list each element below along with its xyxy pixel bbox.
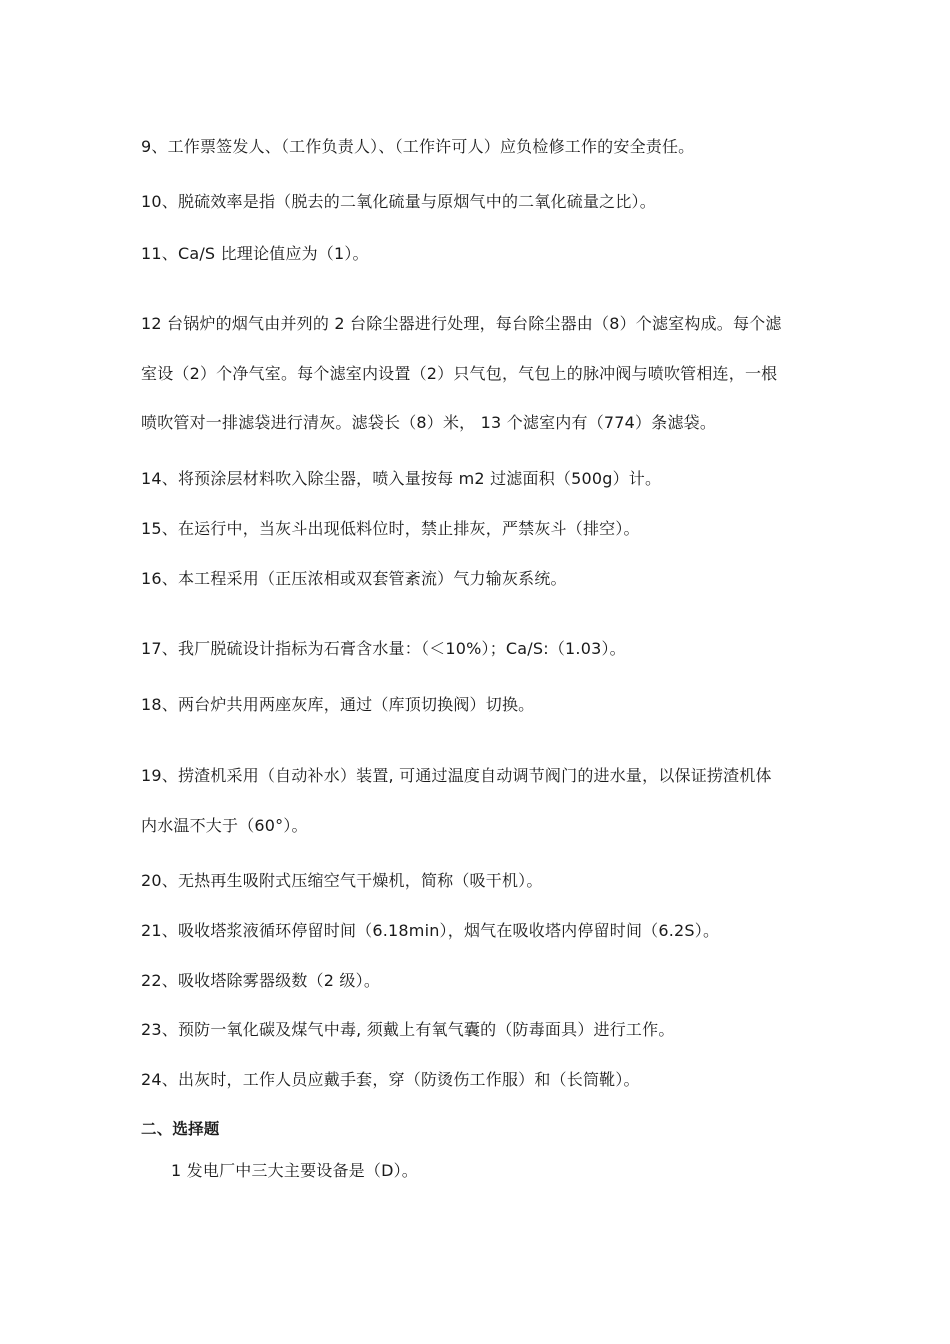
question-9: 9、工作票签发人、（工作负责人）、（工作许可人）应负检修工作的安全责任。 — [141, 137, 695, 156]
question-12-line-3: 喷吹管对一排滤袋进行清灰。滤袋长（8）米， 13 个滤室内有（774）条滤袋。 — [141, 413, 717, 432]
choice-question-1: 1 发电厂中三大主要设备是（D）。 — [171, 1161, 418, 1180]
question-11: 11、Ca/S 比理论值应为（1）。 — [141, 244, 369, 263]
question-23: 23、预防一氧化碳及煤气中毒, 须戴上有氧气囊的（防毒面具）进行工作。 — [141, 1020, 675, 1039]
question-17: 17、我厂脱硫设计指标为石膏含水量：（＜10%）；Ca/S:（1.03）。 — [141, 639, 626, 658]
question-20: 20、无热再生吸附式压缩空气干燥机，简称（吸干机）。 — [141, 871, 543, 890]
question-18: 18、两台炉共用两座灰库，通过（库顶切换阀）切换。 — [141, 695, 535, 714]
question-16: 16、本工程采用（正压浓相或双套管紊流）气力输灰系统。 — [141, 569, 567, 588]
question-15: 15、在运行中，当灰斗出现低料位时，禁止排灰，严禁灰斗（排空）。 — [141, 519, 640, 538]
question-24: 24、出灰时，工作人员应戴手套，穿（防烫伤工作服）和（长筒靴）。 — [141, 1070, 640, 1089]
section-heading-choice: 二、选择题 — [141, 1120, 220, 1138]
question-10: 10、脱硫效率是指（脱去的二氧化硫量与原烟气中的二氧化硫量之比）。 — [141, 192, 656, 211]
question-12-line-1: 12 台锅炉的烟气由并列的 2 台除尘器进行处理，每台除尘器由（8）个滤室构成。每个滤 — [141, 314, 782, 333]
question-12-line-2: 室设（2）个净气室。每个滤室内设置（2）只气包，气包上的脉冲阀与喷吹管相连，一根 — [141, 364, 778, 383]
question-19-line-2: 内水温不大于（60°）。 — [141, 816, 308, 835]
question-14: 14、将预涂层材料吹入除尘器，喷入量按每 m2 过滤面积（500g）计。 — [141, 469, 662, 488]
question-21: 21、吸收塔浆液循环停留时间（6.18min），烟气在吸收塔内停留时间（6.2S）。 — [141, 921, 720, 940]
question-19-line-1: 19、捞渣机采用（自动补水）装置, 可通过温度自动调节阀门的进水量，以保证捞渣机体 — [141, 766, 772, 785]
question-22: 22、吸收塔除雾器级数（2 级）。 — [141, 971, 381, 990]
